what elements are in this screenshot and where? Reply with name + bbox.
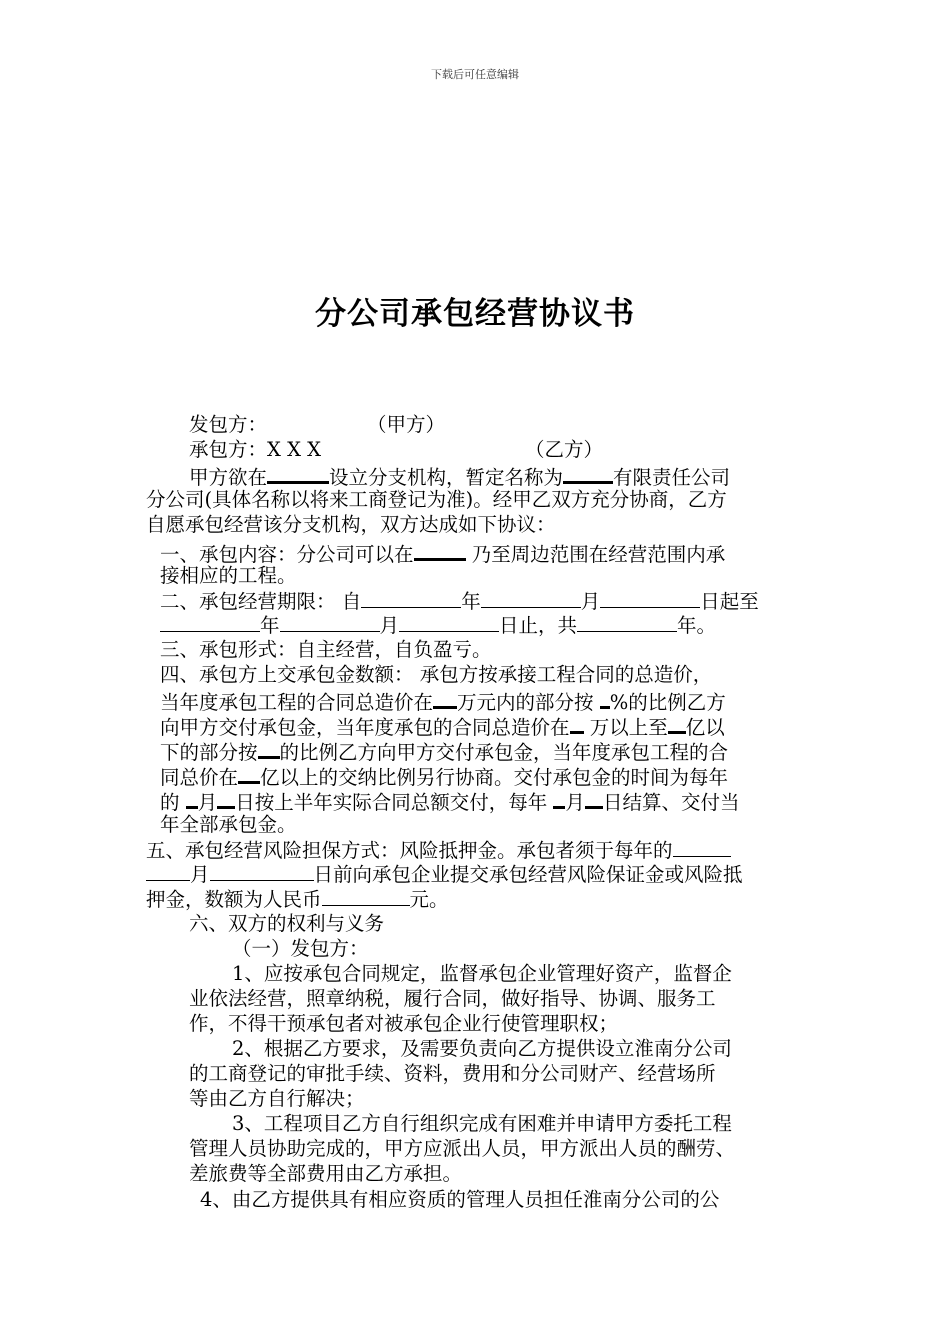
- intro-text: 设立分支机构，暂定名称为: [329, 466, 564, 489]
- item-2-line-2: 的工商登记的审批手续、资料，费用和分公司财产、经营场所: [189, 1062, 716, 1085]
- blank-day: [585, 788, 603, 809]
- section-text: 万元内的部分按: [457, 691, 594, 714]
- section-text: 日起至: [700, 590, 759, 613]
- section-4-line-7: 年全部承包金。: [160, 813, 297, 836]
- blank-location: [267, 463, 329, 484]
- section-3: 三、承包形式：自主经营，自负盈亏。: [160, 638, 492, 661]
- section-5-line-3: [146, 887, 449, 912]
- section-4-line-5: [160, 763, 728, 790]
- issuer-label: 发包方：: [189, 413, 268, 436]
- section-6-subheading: （一）发包方：: [232, 937, 369, 960]
- blank-end-month: [280, 613, 380, 632]
- section-text: 年: [260, 614, 280, 637]
- intro-text: 有限责任公司: [613, 466, 731, 489]
- blank-year: [673, 838, 731, 857]
- section-text: 向甲方交付承包金，当年度承包的合同总造价在: [160, 716, 570, 739]
- blank-area: [414, 540, 466, 561]
- section-text: 月: [197, 791, 218, 814]
- blank-amount: [570, 713, 584, 734]
- section-text: 当年度承包工程的合同总造价在: [160, 691, 434, 714]
- section-4-line-3: [160, 713, 725, 740]
- blank-amount: [433, 688, 457, 709]
- intro-line-2: 分公司(具体名称以将来工商登记为准)。经甲乙双方充分协商，乙方: [146, 488, 727, 511]
- blank-percent: [600, 688, 610, 709]
- section-6-heading: 六、双方的权利与义务: [189, 912, 385, 935]
- item-2-line-1: 2、根据乙方要求，及需要负责向乙方提供设立淮南分公司: [232, 1037, 732, 1060]
- section-text: 月: [565, 791, 585, 814]
- blank-month: [186, 788, 198, 809]
- section-4-line-2: [160, 688, 726, 715]
- section-1-line-1: [160, 540, 725, 567]
- section-text: 押金，数额为人民币: [146, 888, 322, 911]
- item-2-line-3: 等由乙方自行解决；: [189, 1087, 365, 1110]
- item-3-line-2: 管理人员协助完成的，甲方应派出人员，甲方派出人员的酬劳、: [189, 1137, 736, 1160]
- issuer-line: [189, 413, 267, 437]
- contractor-tag: （乙方）: [525, 438, 604, 461]
- section-5-line-2: [146, 862, 743, 887]
- section-text: 万以上至: [589, 716, 668, 739]
- section-text: 日前向承包企业提交承包经营风险保证金或风险抵: [313, 863, 743, 886]
- section-text: 元。: [409, 888, 449, 911]
- section-text: 五、承包经营风险担保方式：风险抵押金。承包者须于每年的: [146, 839, 673, 862]
- page-header: 下载后可任意编辑: [431, 68, 519, 81]
- section-text: 二、承包经营期限： 自: [160, 590, 362, 613]
- blank-end-year: [160, 613, 260, 632]
- blank-ratio: [258, 738, 280, 759]
- intro-line-1: [189, 463, 730, 490]
- section-text: 亿以: [685, 716, 725, 739]
- blank-month: [146, 862, 190, 881]
- issuer-tag: （甲方）: [367, 413, 446, 436]
- section-5-line-1: [146, 838, 731, 863]
- blank-name: [563, 463, 613, 484]
- section-2-line-1: [160, 589, 759, 614]
- blank-day: [210, 862, 314, 881]
- section-text: 亿以上的交纳比例另行协商。交付承包金的时间为每年: [260, 766, 729, 789]
- section-text: 的比例乙方向甲方交付承包金，当年度承包工程的合: [279, 741, 729, 764]
- item-3-line-1: 3、工程项目乙方自行组织完成有困难并申请甲方委托工程: [232, 1112, 732, 1135]
- section-text: 月: [190, 863, 210, 886]
- section-4-line-1: 四、承包方上交承包金数额： 承包方按承接工程合同的总造价，: [160, 663, 713, 686]
- section-4-line-4: [160, 738, 728, 765]
- intro-text: 甲方欲在: [189, 466, 268, 489]
- document-title: 分公司承包经营协议书: [315, 296, 635, 332]
- section-text: 同总价在: [160, 766, 239, 789]
- intro-line-3: 自愿承包经营该分支机构，双方达成如下协议：: [146, 513, 556, 536]
- section-text: 年: [461, 590, 481, 613]
- blank-amount: [322, 887, 410, 906]
- section-text: 的: [160, 791, 186, 814]
- section-text: 下的部分按: [160, 741, 258, 764]
- section-text: 月: [580, 590, 601, 613]
- blank-end-day: [399, 613, 499, 632]
- section-text: %的比例乙方: [609, 691, 726, 714]
- blank-start-day: [600, 589, 700, 608]
- contractor-label: 承包方：X X X: [189, 438, 322, 461]
- item-4-line-1: 4、由乙方提供具有相应资质的管理人员担任淮南分公司的公: [200, 1188, 720, 1211]
- item-1-line-3: 作，不得干预承包者对被承包企业行使管理职权；: [189, 1012, 619, 1035]
- section-text: 日止，共: [499, 614, 578, 637]
- section-text: 月: [379, 614, 400, 637]
- blank-amount: [238, 763, 260, 784]
- section-text: 乃至周边范围在经营范围内承: [465, 543, 726, 566]
- blank-start-month: [481, 589, 581, 608]
- blank-start-year: [361, 589, 461, 608]
- section-text: 一、承包内容：分公司可以在: [160, 543, 414, 566]
- blank-day: [217, 788, 235, 809]
- blank-duration: [577, 613, 677, 632]
- item-3-line-3: 差旅费等全部费用由乙方承担。: [189, 1162, 463, 1185]
- section-1-line-2: 接相应的工程。: [160, 564, 297, 587]
- section-text: 日按上半年实际合同总额交付，每年: [235, 791, 554, 814]
- item-1-line-1: 1、应按承包合同规定，监督承包企业管理好资产，监督企: [232, 962, 732, 985]
- section-text: 日结算、交付当: [602, 791, 740, 814]
- section-text: 年。: [677, 614, 717, 637]
- blank-amount: [668, 713, 686, 734]
- item-1-line-2: 业依法经营，照章纳税，履行合同，做好指导、协调、服务工: [189, 987, 716, 1010]
- section-4-line-6: [160, 788, 739, 815]
- section-2-line-2: [160, 613, 716, 638]
- blank-month: [553, 788, 565, 809]
